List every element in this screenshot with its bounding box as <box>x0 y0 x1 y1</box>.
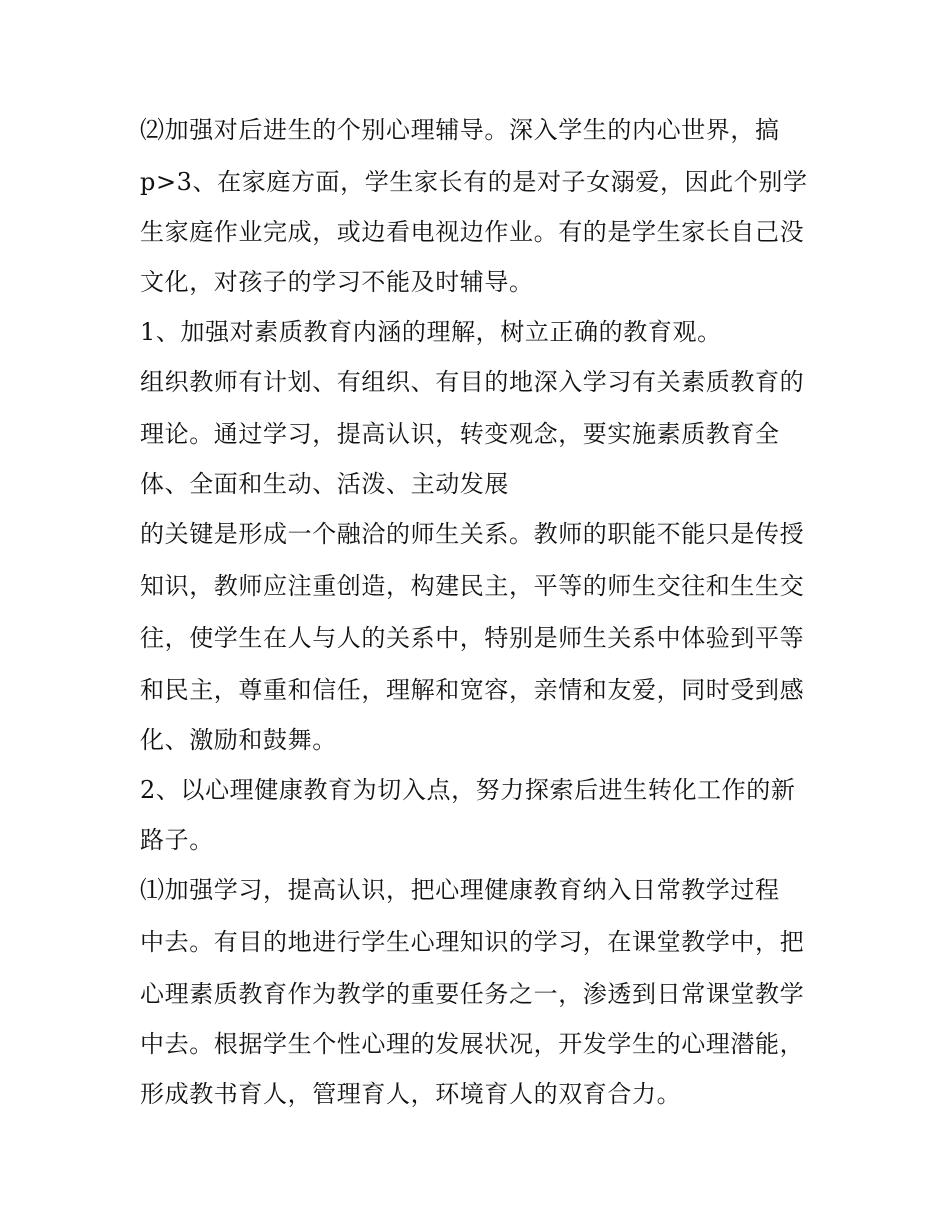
text-line: 理论。通过学习，提高认识，转变观念，要实施素质教育全 <box>140 420 780 448</box>
text-line: ⑴加强学习，提高认识，把心理健康教育纳入日常教学过程 <box>140 876 780 904</box>
text-line: 知识，教师应注重创造，构建民主，平等的师生交往和生生交 <box>140 572 805 600</box>
text-line: 1、加强对素质教育内涵的理解，树立正确的教育观。 <box>140 318 722 346</box>
text-line: 2、以心理健康教育为切入点，努力探索后进生转化工作的新 <box>140 776 796 804</box>
text-line: 组织教师有计划、有组织、有目的地深入学习有关素质教育的 <box>140 368 805 396</box>
text-line: 和民主，尊重和信任，理解和宽容，亲情和友爱，同时受到感 <box>140 676 805 704</box>
text-line: 形成教书育人，管理育人，环境育人的双育合力。 <box>140 1080 682 1108</box>
text-line: p>3、在家庭方面，学生家长有的是对子女溺爱，因此个别学 <box>140 168 808 196</box>
text-line: ⑵加强对后进生的个别心理辅导。深入学生的内心世界，搞 <box>140 116 780 144</box>
text-line: 心理素质教育作为教学的重要任务之一，渗透到日常课堂教学 <box>140 980 805 1008</box>
text-line: 化、激励和鼓舞。 <box>140 726 337 754</box>
text-line: 生家庭作业完成，或边看电视边作业。有的是学生家长自己没 <box>140 218 805 246</box>
text-line: 的关键是形成一个融洽的师生关系。教师的职能不能只是传授 <box>140 520 805 548</box>
text-line: 中去。根据学生个性心理的发展状况，开发学生的心理潜能， <box>140 1030 805 1058</box>
text-line: 路子。 <box>140 826 214 854</box>
text-line: 中去。有目的地进行学生心理知识的学习，在课堂教学中，把 <box>140 928 805 956</box>
text-line: 体、全面和生动、活泼、主动发展 <box>140 470 509 498</box>
text-line: 往，使学生在人与人的关系中，特别是师生关系中体验到平等 <box>140 624 805 652</box>
text-line: 文化，对孩子的学习不能及时辅导。 <box>140 268 534 296</box>
